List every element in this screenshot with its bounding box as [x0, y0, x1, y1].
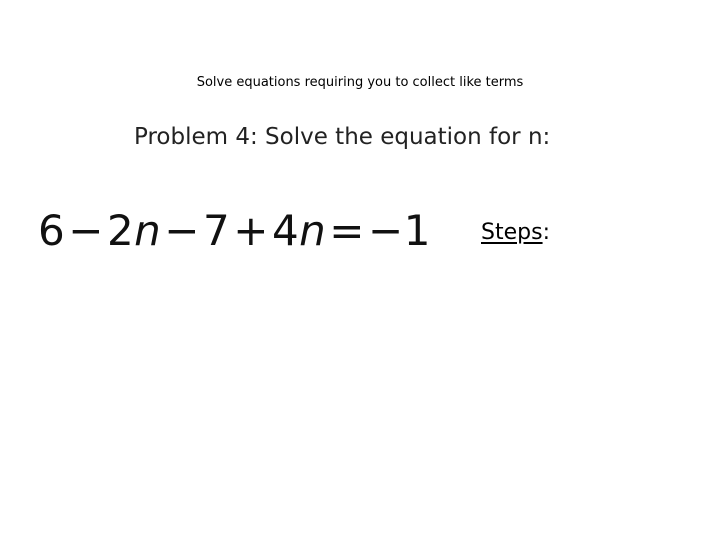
equation-variable-n-1: n — [134, 206, 162, 255]
steps-heading — [481, 220, 550, 245]
problem-title: Problem 4: Solve the equation for n: — [134, 124, 551, 150]
equation-variable-n-2: n — [299, 206, 327, 255]
equation-operator-plus: + — [233, 206, 269, 255]
equation-coefficient-4: 4 — [271, 206, 300, 255]
slide-subtitle: Solve equations requiring you to collect like terms — [196, 75, 524, 90]
equation-operator-minus-1: − — [68, 206, 104, 255]
equation-term-constant-1: 6 — [38, 206, 66, 255]
equation-coefficient-2: 2 — [106, 206, 135, 255]
steps-label: Steps — [481, 220, 543, 245]
equation — [38, 206, 431, 255]
equation-term-constant-2: 7 — [203, 206, 231, 255]
equation-right-hand-side: −1 — [368, 206, 431, 255]
equation-operator-minus-2: − — [164, 206, 200, 255]
steps-colon: : — [542, 220, 550, 245]
equation-equals-sign: = — [329, 206, 365, 255]
